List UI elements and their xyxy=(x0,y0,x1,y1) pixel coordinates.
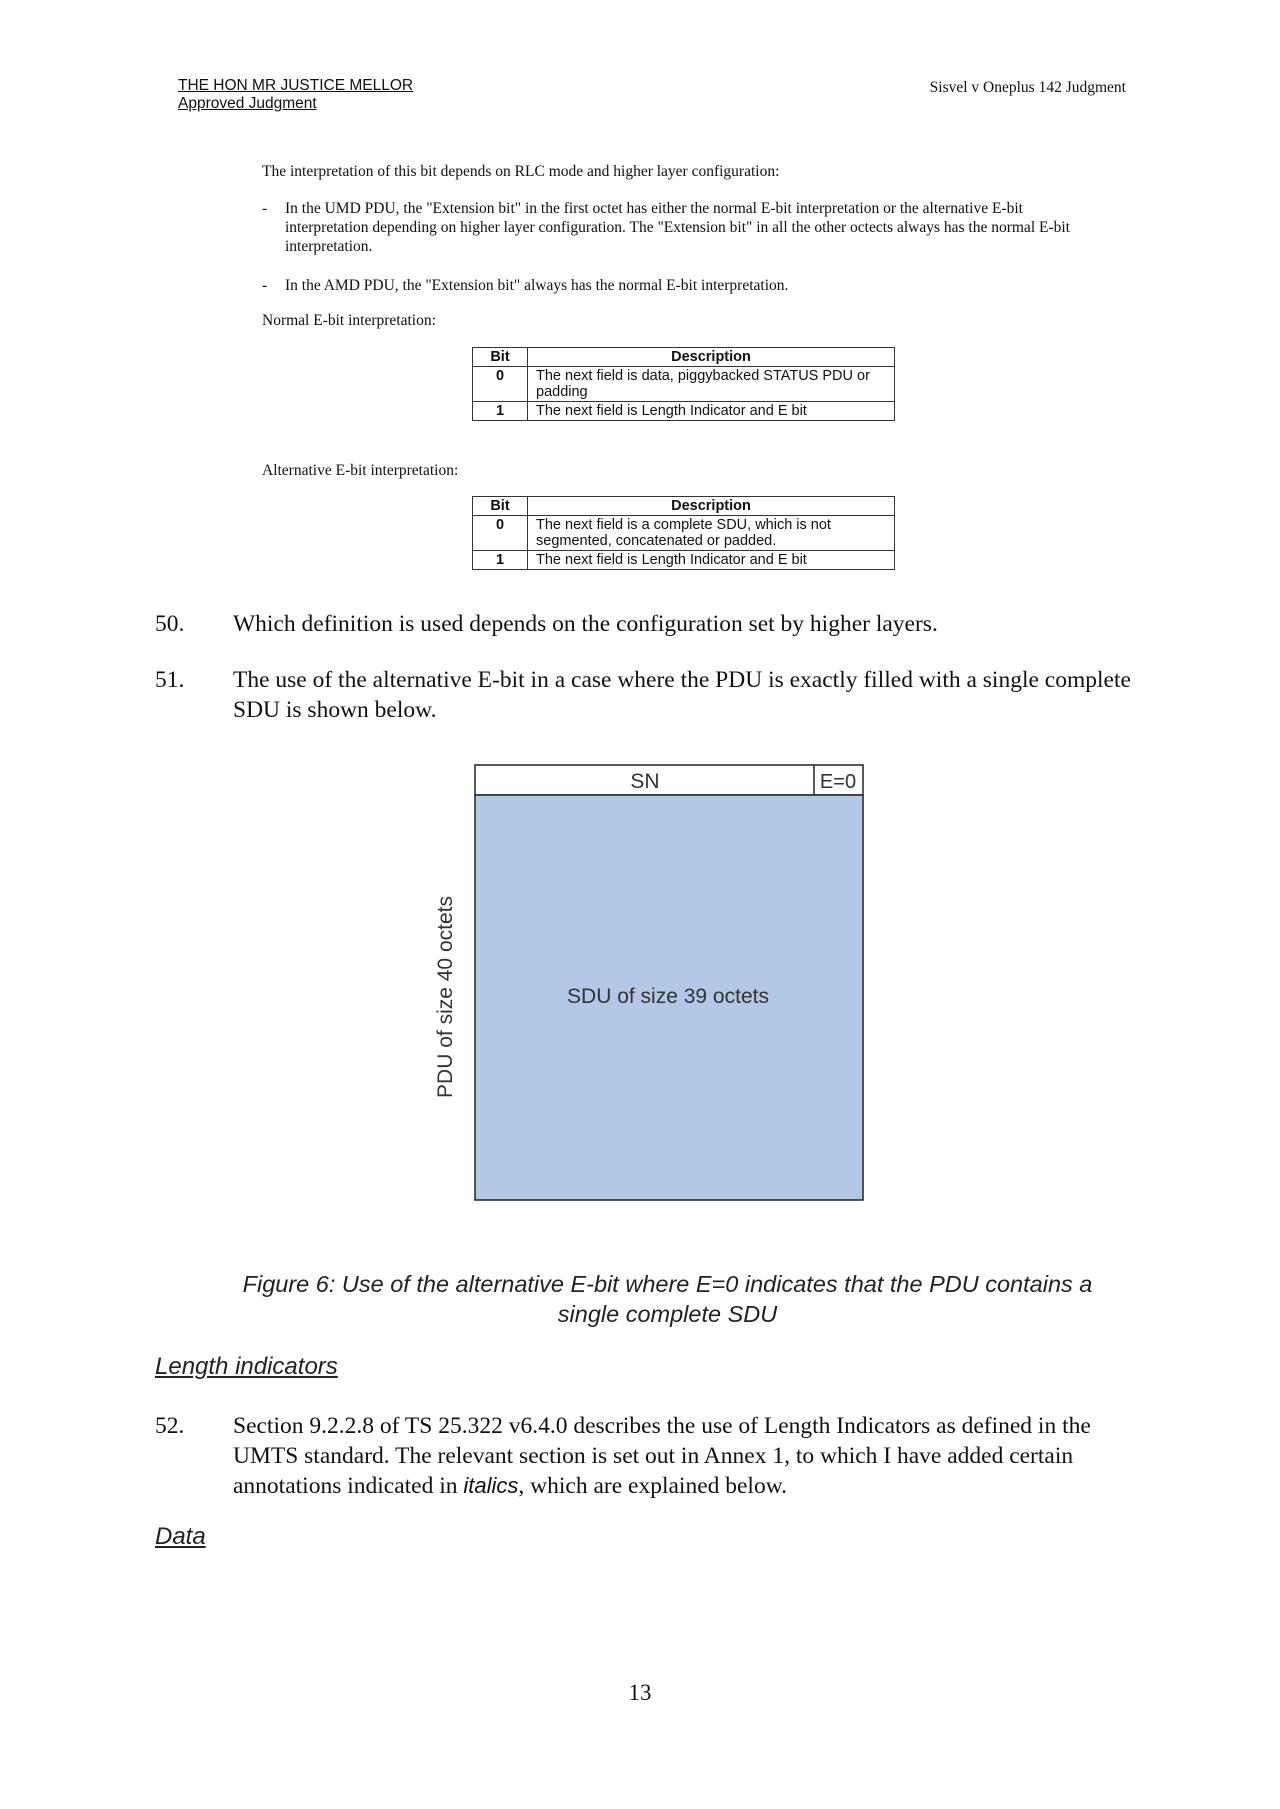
alternative-ebit-table xyxy=(472,496,895,570)
header-left xyxy=(178,77,413,113)
approved-judgment-label: Approved Judgment xyxy=(178,95,317,112)
description-cell: The next field is Length Indicator and E bit xyxy=(528,551,895,570)
section-heading-length-indicators: Length indicators xyxy=(155,1353,338,1380)
normal-ebit-table xyxy=(472,347,895,421)
bullet-marker: - xyxy=(262,277,268,294)
column-header: Bit xyxy=(473,348,528,367)
pdu-figure xyxy=(420,757,880,1207)
table-header-row xyxy=(473,497,895,516)
paragraph-text: Which definition is used depends on the configuration set by higher layers. xyxy=(233,611,938,637)
bit-cell: 0 xyxy=(473,516,528,551)
normal-ebit-label: Normal E-bit interpretation: xyxy=(262,312,436,329)
page-number: 13 xyxy=(628,1680,652,1705)
table-row xyxy=(473,551,895,570)
table-row xyxy=(473,402,895,421)
column-header: Description xyxy=(528,497,895,516)
paragraph-number: 50. xyxy=(155,611,185,637)
paragraph-text: The use of the alternative E-bit in a case where the PDU is exactly filled with a single complete SDU is shown below. xyxy=(233,667,1131,723)
case-title: Sisvel v Oneplus 142 Judgment xyxy=(929,79,1126,96)
paragraph-text-part: , which are explained below. xyxy=(518,1473,788,1499)
table-row xyxy=(473,367,895,402)
column-header: Bit xyxy=(473,497,528,516)
caption-line: Figure 6: Use of the alternative E-bit where E=0 indicates that the PDU contains a xyxy=(242,1271,1093,1297)
sn-row xyxy=(475,765,863,795)
description-cell: The next field is data, piggybacked STATUS PDU or padding xyxy=(528,367,895,402)
section-heading-data: Data xyxy=(155,1523,206,1550)
table-header-row xyxy=(473,348,895,367)
paragraph-number: 51. xyxy=(155,667,185,693)
caption-line: single complete SDU xyxy=(557,1301,778,1327)
sdu-label: SDU of size 39 octets xyxy=(567,985,769,1008)
quote-bullet xyxy=(262,276,1085,295)
judge-name: THE HON MR JUSTICE MELLOR xyxy=(178,77,414,94)
column-header: Description xyxy=(528,348,895,367)
bullet-marker: - xyxy=(262,200,268,217)
pdu-size-label: PDU of size 40 octets xyxy=(434,896,457,1098)
italic-word: italics xyxy=(463,1473,519,1498)
bit-cell: 1 xyxy=(473,551,528,570)
figure-caption xyxy=(200,1269,1135,1329)
bullet-text: In the UMD PDU, the "Extension bit" in the first octet has either the normal E-bit interpretation or the alternative E-bit interpretation depending on higher layer configuration. The "Extension bit" in all the other octects always has the normal E-bit interpretation. xyxy=(285,200,1070,255)
quote-bullet xyxy=(262,199,1085,256)
sn-label: SN xyxy=(630,770,660,793)
table-row xyxy=(473,516,895,551)
alternative-ebit-label: Alternative E-bit interpretation: xyxy=(262,462,459,479)
bit-cell: 0 xyxy=(473,367,528,402)
ebit-label: E=0 xyxy=(819,771,857,793)
quote-intro: The interpretation of this bit depends on RLC mode and higher layer configuration: xyxy=(262,163,780,180)
paragraph-text xyxy=(233,1411,1133,1501)
bullet-text: In the AMD PDU, the "Extension bit" always has the normal E-bit interpretation. xyxy=(285,277,789,294)
description-cell: The next field is a complete SDU, which is not segmented, concatenated or padded. xyxy=(528,516,895,551)
paragraph-text-part: Section 9.2.2.8 of TS 25.322 v6.4.0 describes the use of Length Indicators as defined in the UMTS standard. The relevant section is set out in Annex 1, to which I have added certain annotations indicated in xyxy=(233,1413,1091,1499)
description-cell: The next field is Length Indicator and E bit xyxy=(528,402,895,421)
pdu-diagram xyxy=(420,757,880,1207)
paragraph-number: 52. xyxy=(155,1413,185,1439)
bit-cell: 1 xyxy=(473,402,528,421)
